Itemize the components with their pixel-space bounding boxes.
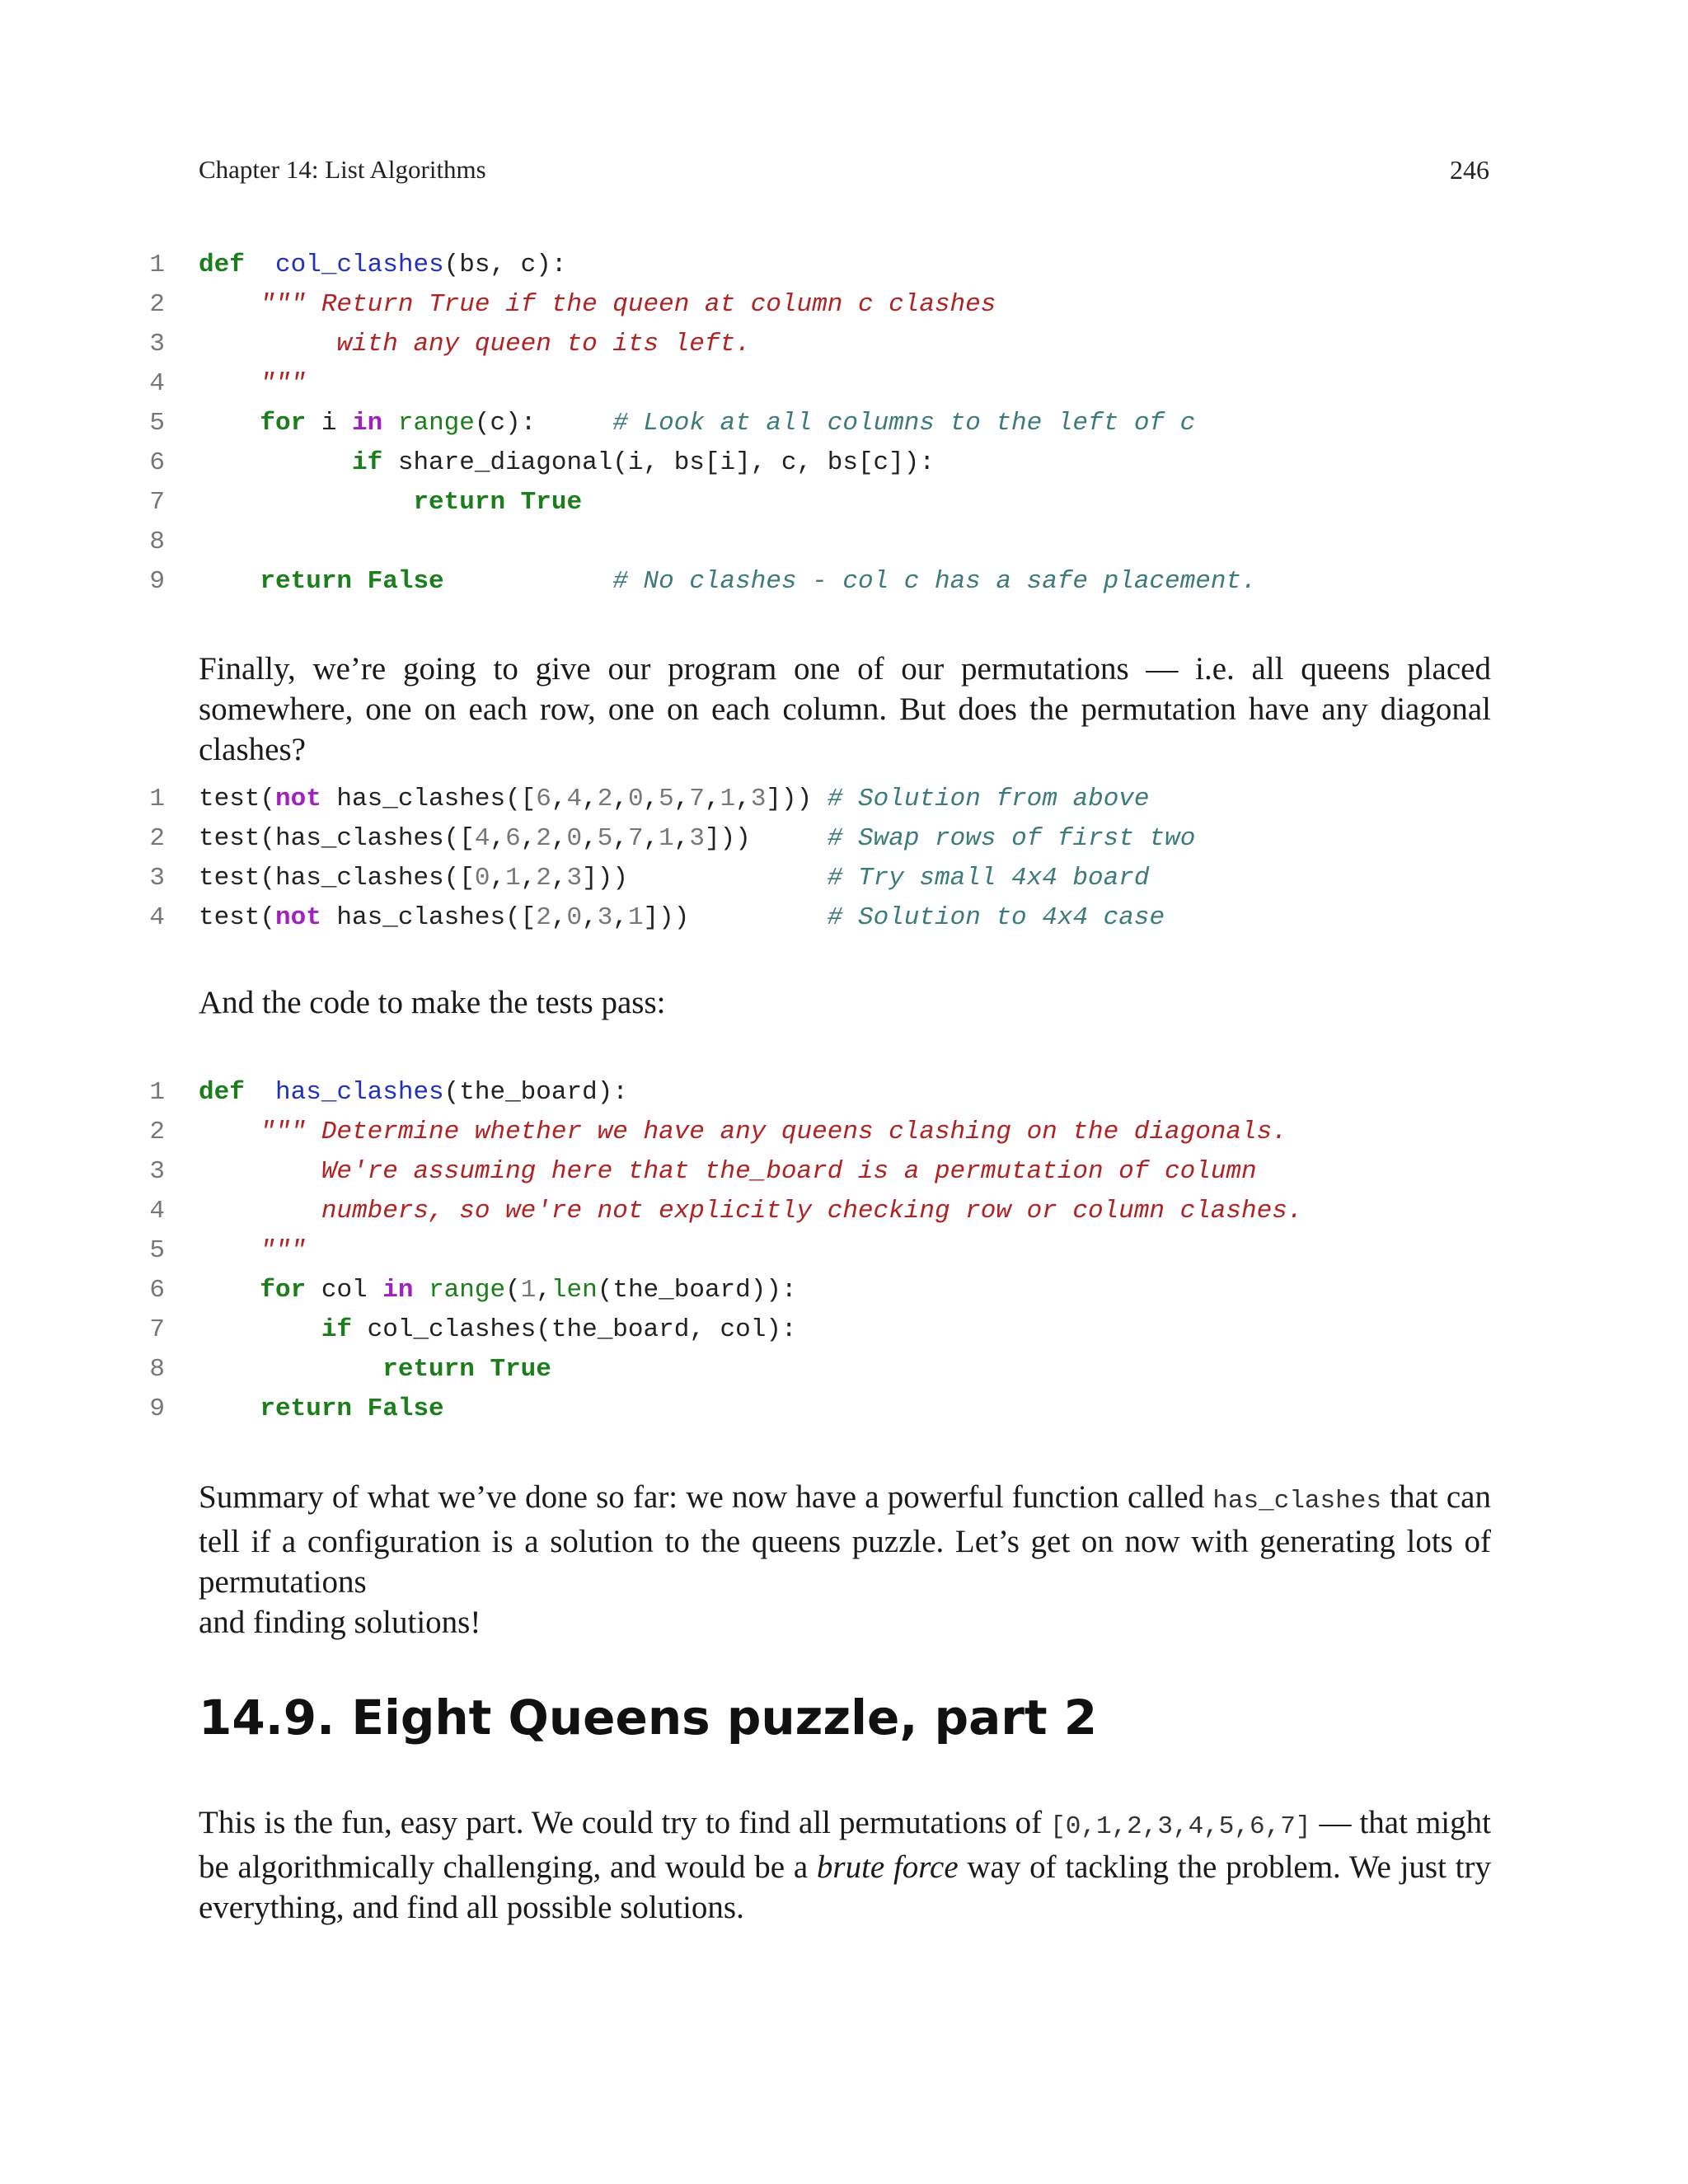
- code-token: [199, 369, 260, 398]
- line-number: 5: [149, 409, 165, 438]
- code-token: # Swap rows of first two: [827, 824, 1196, 853]
- code-token: (bs, c):: [443, 251, 567, 279]
- code-text: [199, 404, 1195, 443]
- code-token: ,: [673, 785, 690, 813]
- code-text: [199, 898, 1165, 938]
- code-token: 3: [750, 785, 767, 813]
- code-token: ,: [536, 1276, 551, 1305]
- paragraph-permutation: Finally, we’re going to give our program one of our permutations — i.e. all queens placed somewhere, one on each row, one on each column. But does the permutation have any diagonal clashes?: [199, 651, 1491, 767]
- code-token: (c):: [474, 409, 613, 438]
- code-token: 2: [536, 903, 551, 932]
- code-token: 2: [536, 864, 551, 893]
- code-token: col_clashes: [275, 251, 444, 279]
- line-number: 1: [149, 785, 165, 813]
- code-token: 5: [597, 824, 613, 853]
- code-token: ,: [673, 824, 690, 853]
- code-token: 3: [597, 903, 613, 932]
- code-token: [199, 409, 260, 438]
- code-token: col: [306, 1276, 383, 1305]
- line-number: 2: [149, 290, 165, 319]
- code-token: """: [260, 369, 307, 398]
- code-token: return False: [260, 567, 444, 596]
- code-token: [199, 1276, 260, 1305]
- code-line: [0, 325, 1688, 364]
- code-text: [199, 325, 751, 364]
- code-token: [199, 1118, 260, 1146]
- section-heading: 14.9. Eight Queens puzzle, part 2: [199, 1690, 1098, 1746]
- line-number: 3: [149, 330, 165, 359]
- code-token: [245, 1078, 275, 1107]
- code-token: 7: [627, 824, 644, 853]
- paragraph-brute-force: [199, 1802, 1491, 1928]
- code-token: [199, 1157, 321, 1186]
- line-number: 4: [149, 369, 165, 398]
- code-token: 5: [659, 785, 674, 813]
- code-token: [199, 448, 352, 477]
- code-token: for: [260, 409, 307, 438]
- line-number: 2: [149, 1118, 165, 1146]
- code-token: [199, 330, 336, 359]
- code-text: [199, 443, 935, 483]
- code-line: [0, 1152, 1688, 1192]
- paragraph-tests-pass: And the code to make the tests pass:: [199, 985, 666, 1020]
- code-text: [199, 780, 1150, 819]
- code-token: def: [199, 251, 245, 279]
- code-token: ,: [490, 824, 506, 853]
- code-token: 0: [566, 824, 583, 853]
- code-token: 1: [505, 864, 521, 893]
- code-token: range: [397, 409, 475, 438]
- code-token: ,: [612, 903, 628, 932]
- code-text: [199, 1310, 797, 1350]
- code-token: 6: [505, 824, 521, 853]
- emphasis-brute-force: brute force: [816, 1849, 959, 1885]
- code-line: [0, 780, 1688, 819]
- code-token: 1: [627, 903, 644, 932]
- code-token: for: [260, 1276, 307, 1305]
- code-token: return True: [382, 1355, 551, 1384]
- code-line: [0, 562, 1688, 602]
- code-token: test(: [199, 785, 276, 813]
- code-token: 6: [536, 785, 551, 813]
- code-token: # Try small 4x4 board: [827, 864, 1150, 893]
- code-token: ,: [735, 785, 751, 813]
- code-token: ,: [551, 824, 567, 853]
- code-line: [0, 443, 1688, 483]
- line-number: 6: [149, 448, 165, 477]
- code-text: [199, 1192, 1302, 1231]
- code-line: [0, 898, 1688, 938]
- code-token: ,: [612, 785, 628, 813]
- line-number: 2: [149, 824, 165, 853]
- code-token: [199, 567, 260, 596]
- code-token: ,: [520, 824, 537, 853]
- line-number: 4: [149, 903, 165, 932]
- line-number: 7: [149, 1315, 165, 1344]
- code-token: (the_board)):: [597, 1276, 797, 1305]
- code-token: test(has_clashes([: [199, 824, 475, 853]
- code-token: test(: [199, 903, 276, 932]
- code-token: if: [352, 448, 383, 477]
- code-token: [413, 1276, 429, 1305]
- code-token: 2: [597, 785, 613, 813]
- code-text: [199, 819, 1195, 859]
- code-token: 1: [659, 824, 674, 853]
- code-token: ,: [643, 785, 659, 813]
- code-token: [199, 1236, 260, 1265]
- brute-text-before: This is the fun, easy part. We could try to find all permutations of: [199, 1805, 1051, 1840]
- code-token: def: [199, 1078, 245, 1107]
- code-token: """ Return True if the queen at column c clashes: [260, 290, 996, 319]
- code-token: [199, 1394, 260, 1423]
- code-token: 4: [566, 785, 583, 813]
- code-line: [0, 1231, 1688, 1271]
- code-token: ])): [705, 824, 828, 853]
- line-number: 1: [149, 251, 165, 279]
- code-token: ,: [582, 903, 598, 932]
- code-line: [0, 404, 1688, 443]
- code-token: ,: [551, 903, 567, 932]
- code-token: ,: [612, 824, 628, 853]
- code-token: # Look at all columns to the left of c: [612, 409, 1196, 438]
- line-number: 8: [149, 1355, 165, 1384]
- page-number: 246: [1450, 155, 1489, 185]
- summary-text-last: and finding solutions!: [199, 1605, 481, 1640]
- code-token: len: [551, 1276, 598, 1305]
- code-token: (the_board):: [443, 1078, 628, 1107]
- code-token: has_clashes([: [321, 785, 537, 813]
- code-token: col_clashes(the_board, col):: [352, 1315, 797, 1344]
- code-text: [199, 1152, 1257, 1192]
- code-text: [199, 483, 582, 523]
- code-token: # Solution to 4x4 case: [827, 903, 1165, 932]
- code-line: [0, 859, 1688, 898]
- code-line: [0, 819, 1688, 859]
- code-text: [199, 1271, 797, 1310]
- code-token: 2: [536, 824, 551, 853]
- code-token: ])): [766, 785, 828, 813]
- code-text: [199, 859, 1149, 898]
- code-token: [444, 567, 613, 596]
- code-text: [199, 1390, 444, 1429]
- code-token: ,: [490, 864, 506, 893]
- code-token: 3: [689, 824, 705, 853]
- code-token: [382, 409, 398, 438]
- inline-code-list: [0,1,2,3,4,5,6,7]: [1050, 1812, 1311, 1841]
- brute-text-middle: — that might be algorithmically challenging, and would be a: [199, 1805, 1491, 1885]
- code-token: in: [352, 409, 383, 438]
- line-number: 9: [149, 567, 165, 596]
- summary-text-before: Summary of what we’ve done so far: we now have a powerful function called: [199, 1479, 1213, 1515]
- line-number: 7: [149, 488, 165, 517]
- code-line: [0, 364, 1688, 404]
- line-number: 8: [149, 527, 165, 556]
- code-token: 0: [474, 864, 490, 893]
- code-token: return True: [413, 488, 583, 517]
- code-text: [199, 1350, 551, 1390]
- code-token: [199, 1355, 382, 1384]
- line-number: 4: [149, 1197, 165, 1226]
- code-token: 7: [689, 785, 705, 813]
- code-token: 0: [566, 903, 583, 932]
- code-token: share_diagonal(i, bs[i], c, bs[c]):: [382, 448, 935, 477]
- code-token: [199, 290, 260, 319]
- code-token: ,: [582, 824, 598, 853]
- code-token: # No clashes - col c has a safe placement.: [612, 567, 1257, 596]
- line-number: 3: [149, 1157, 165, 1186]
- code-token: [199, 488, 413, 517]
- code-token: (: [505, 1276, 521, 1305]
- code-token: 1: [720, 785, 736, 813]
- code-line: [0, 523, 1688, 562]
- code-token: if: [321, 1315, 353, 1344]
- code-token: """ Determine whether we have any queens clashing on the diagonals.: [260, 1118, 1287, 1146]
- code-token: return False: [260, 1394, 444, 1423]
- code-line: [0, 1271, 1688, 1310]
- code-token: ,: [704, 785, 720, 813]
- code-token: has_clashes([: [321, 903, 537, 932]
- code-line: [0, 1192, 1688, 1231]
- code-token: test(has_clashes([: [199, 864, 475, 893]
- code-text: [199, 285, 996, 325]
- code-token: [199, 1197, 321, 1226]
- code-token: 3: [566, 864, 583, 893]
- code-text: [199, 562, 1257, 602]
- code-token: not: [275, 903, 321, 932]
- code-token: ])): [643, 903, 828, 932]
- brute-text-after: way of tackling the problem. We just try everything, and find all possible solutions.: [199, 1849, 1491, 1925]
- code-token: """: [260, 1236, 307, 1265]
- code-token: ,: [582, 785, 598, 813]
- code-token: 4: [474, 824, 490, 853]
- code-line: [0, 246, 1688, 285]
- code-line: [0, 1390, 1688, 1429]
- code-token: ,: [551, 785, 567, 813]
- code-line: [0, 1350, 1688, 1390]
- inline-code-has-clashes: has_clashes: [1212, 1487, 1381, 1516]
- code-line: [0, 1073, 1688, 1113]
- code-text: [199, 1113, 1287, 1152]
- line-number: 9: [149, 1394, 165, 1423]
- code-line: [0, 1113, 1688, 1152]
- code-line: [0, 1310, 1688, 1350]
- line-number: 1: [149, 1078, 165, 1107]
- code-token: range: [429, 1276, 506, 1305]
- code-token: with any queen to its left.: [336, 330, 751, 359]
- code-token: ])): [582, 864, 828, 893]
- code-text: [199, 1231, 306, 1271]
- page-header-chapter: Chapter 14: List Algorithms: [199, 155, 486, 184]
- code-token: has_clashes: [275, 1078, 444, 1107]
- code-token: ,: [551, 864, 567, 893]
- code-token: ,: [643, 824, 659, 853]
- code-token: 1: [520, 1276, 537, 1305]
- code-token: [199, 1315, 321, 1344]
- code-line: [0, 483, 1688, 523]
- code-text: [199, 246, 567, 285]
- paragraph-summary: [199, 1477, 1491, 1643]
- code-token: We're assuming here that the_board is a permutation of column: [321, 1157, 1257, 1186]
- code-text: [199, 1073, 628, 1113]
- line-number: 5: [149, 1236, 165, 1265]
- line-number: 3: [149, 864, 165, 893]
- line-number: 6: [149, 1276, 165, 1305]
- code-text: [199, 364, 306, 404]
- code-token: not: [275, 785, 321, 813]
- code-token: in: [382, 1276, 414, 1305]
- code-token: 0: [627, 785, 644, 813]
- code-token: # Solution from above: [827, 785, 1150, 813]
- summary-text-after: that can tell if a configuration is a solution to the queens puzzle. Let’s get on now with generating lots of permutations: [199, 1479, 1491, 1600]
- code-token: [245, 251, 275, 279]
- code-line: [0, 285, 1688, 325]
- code-token: numbers, so we're not explicitly checking row or column clashes.: [321, 1197, 1303, 1226]
- code-token: i: [306, 409, 353, 438]
- code-token: ,: [520, 864, 537, 893]
